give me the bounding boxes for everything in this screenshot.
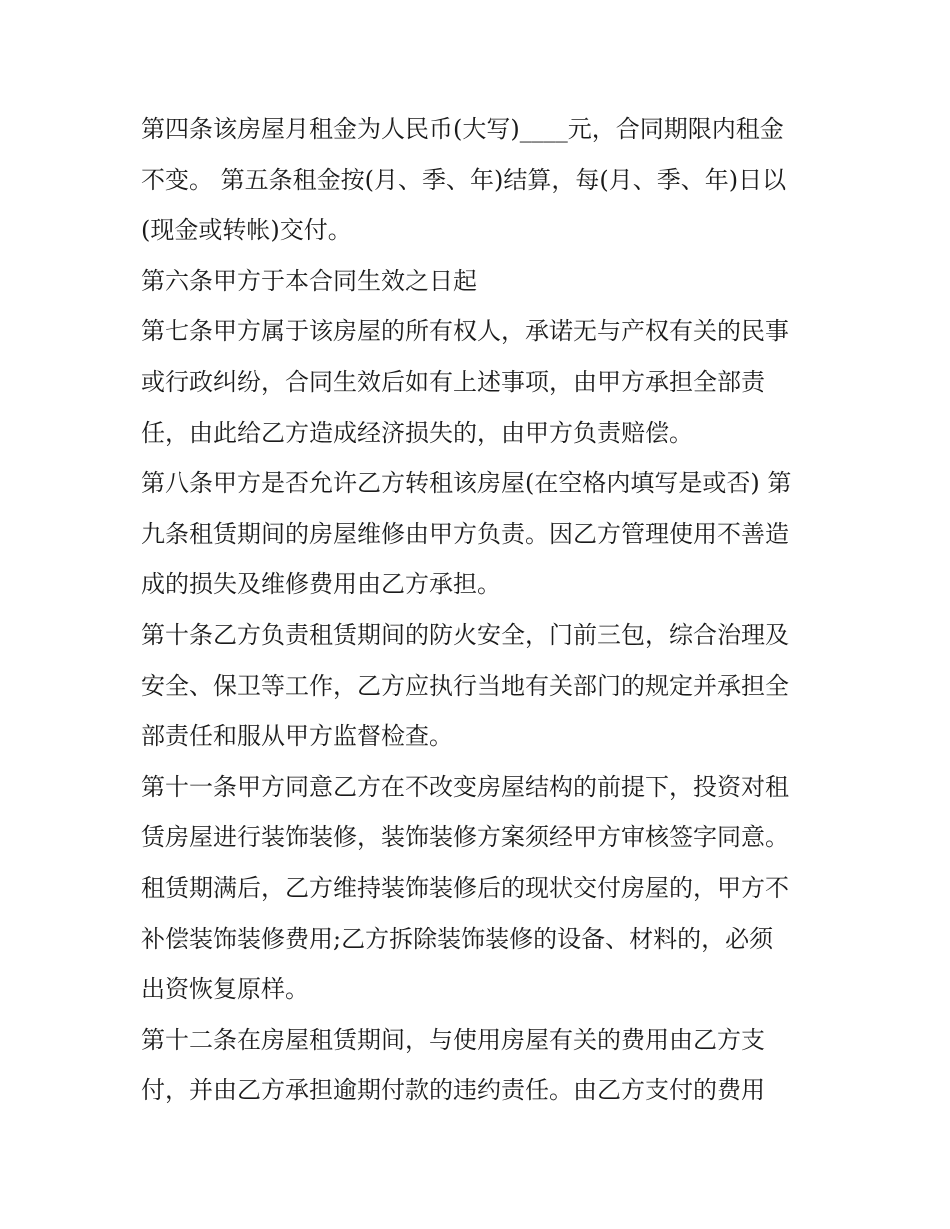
text-line: 第十一条甲方同意乙方在不改变房屋结构的前提下，投资对租: [141, 772, 789, 801]
text-line: 部责任和服从甲方监督检查。: [141, 722, 453, 751]
text-line: 出资恢复原样。: [141, 975, 309, 1004]
text-line: 第六条甲方于本合同生效之日起: [141, 266, 477, 295]
text-line: 成的损失及维修费用由乙方承担。: [141, 570, 501, 599]
paragraph-article-11: [141, 762, 813, 1015]
paragraph-article-12: [141, 1015, 813, 1116]
text-line: 安全、保卫等工作，乙方应执行当地有关部门的规定并承担全: [141, 671, 789, 700]
paragraph-article-6: [141, 256, 813, 307]
document-body: [141, 104, 813, 1116]
text-line: 第十二条在房屋租赁期间，与使用房屋有关的费用由乙方支: [141, 1025, 765, 1054]
text-line: 第四条该房屋月租金为人民币(大写)____元，合同期限内租金: [141, 115, 784, 143]
text-line: 租赁期满后，乙方维持装饰装修后的现状交付房屋的，甲方不: [141, 873, 789, 902]
text-line: 补偿装饰装修费用;乙方拆除装饰装修的设备、材料的，必须: [141, 924, 774, 953]
text-line: 第八条甲方是否允许乙方转租该房屋(在空格内填写是或否) 第: [141, 469, 792, 498]
paragraph-article-8-9: [141, 458, 813, 610]
text-line: (现金或转帐)交付。: [141, 216, 352, 245]
text-line: 第十条乙方负责租赁期间的防火安全，门前三包，综合治理及: [141, 620, 789, 649]
text-line: 第七条甲方属于该房屋的所有权人，承诺无与产权有关的民事: [141, 317, 789, 346]
text-line: 赁房屋进行装饰装修，装饰装修方案须经甲方审核签字同意。: [141, 823, 789, 852]
text-line: 九条租赁期间的房屋维修由甲方负责。因乙方管理使用不善造: [141, 519, 789, 548]
paragraph-article-10: [141, 610, 813, 762]
text-line: 付，并由乙方承担逾期付款的违约责任。由乙方支付的费用: [141, 1076, 765, 1105]
paragraph-article-4-5: [141, 104, 813, 256]
text-line: 任，由此给乙方造成经济损失的，由甲方负责赔偿。: [141, 418, 693, 447]
paragraph-article-7: [141, 306, 813, 458]
text-line: 或行政纠纷，合同生效后如有上述事项，由甲方承担全部责: [141, 367, 765, 396]
text-line: 不变。 第五条租金按(月、季、年)结算，每(月、季、年)日以: [141, 165, 787, 194]
